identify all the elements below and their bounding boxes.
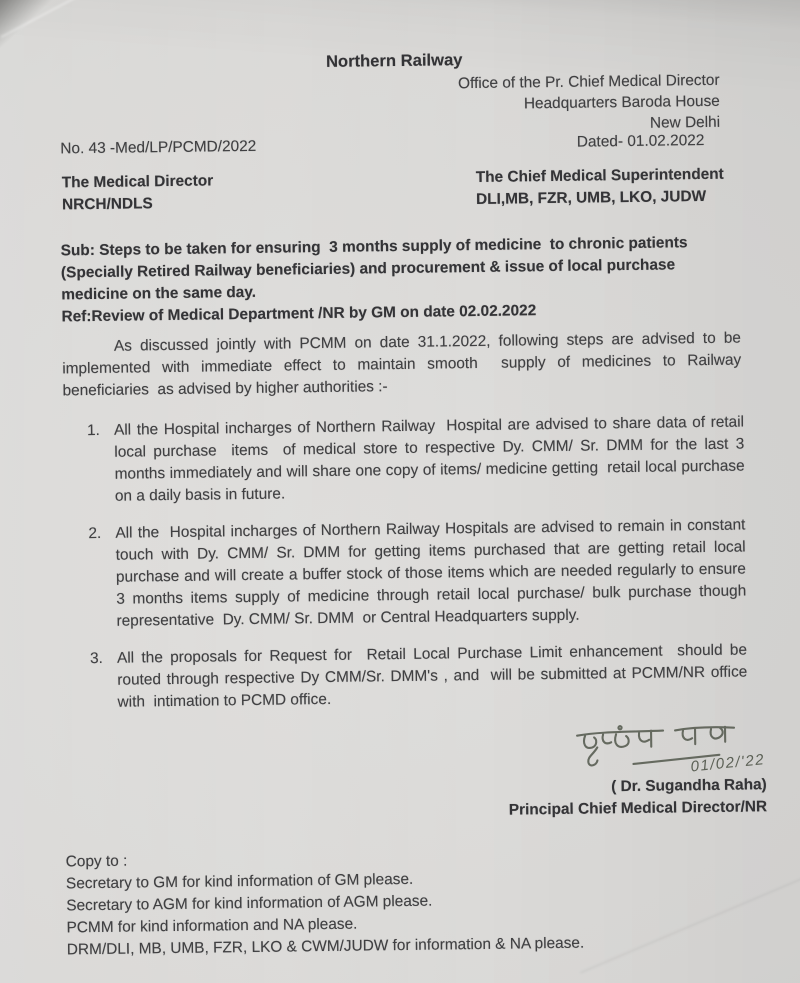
item-number: 3. xyxy=(89,649,104,668)
item-text: All the Hospital incharges of Northern Railway Hospitals are advised to remain in constant touch with Dy. CMM/ Sr. DMM for getting items purchased that are getting retail local purchase and will create a buffer stock of those items which are needed regularly to ensure 3 months items supply of medicine through retail local purchase/ bulk purchase though representative Dy. CMM/ Sr. DMM or Central Headquarters supply. xyxy=(115,516,755,630)
handwritten-signature xyxy=(556,720,772,777)
copy-to-line: DRM/DLI, MB, UMB, FZR, LKO & CWM/JUDW for information & NA please. xyxy=(66,934,585,959)
addressee-location: NRCH/NDLS xyxy=(61,195,153,214)
subject-line: Sub: Steps to be taken for ensuring 3 months supply of medicine to chronic patients (Specially Retired Railway beneficiaries) and procurement & issue of local purchase medicine on the same day. xyxy=(60,234,692,304)
item-number: 2. xyxy=(88,524,102,543)
organization-title: Northern Railway xyxy=(325,50,463,71)
addressee-title: The Chief Medical Superintendent xyxy=(475,165,724,186)
copy-to-line: PCMM for kind information and NA please. xyxy=(66,915,358,937)
copy-to-line: Secretary to AGM for kind information of AGM please. xyxy=(66,892,433,915)
reference-line: Ref:Review of Medical Department /NR by GM on date 02.02.2022 xyxy=(61,302,537,326)
copy-to-heading: Copy to : xyxy=(65,852,128,871)
copy-to-section xyxy=(5,842,800,962)
item-text: All the Hospital incharges of Northern Railway Hospital are advised to share data of retail local purchase items of medical store to respective Dy. CMM/ Sr. DMM for the last 3 months immediately and will share one copy of items/ medicine getting retail local purchase on a daily basis in future. xyxy=(113,413,749,505)
signature-block xyxy=(3,720,800,828)
addressee-title: The Medical Director xyxy=(61,172,214,192)
copy-to-line: Secretary to GM for kind information of GM please. xyxy=(65,870,414,893)
list-item xyxy=(88,514,755,633)
office-address-line: New Delhi xyxy=(649,113,721,132)
item-text: All the proposals for Request for Retail Local Purchase Limit enhancement should be routed through respective Dy CMM/Sr. DMM's , and will be submitted at PCMM/NR office with intimation to PCMD office. xyxy=(116,641,752,711)
signatory-designation: Principal Chief Medical Director/NR xyxy=(508,798,768,819)
list-item xyxy=(89,639,752,714)
letter-date: Dated- 01.02.2022 xyxy=(576,131,705,151)
office-address-line: Office of the Pr. Chief Medical Director xyxy=(457,71,720,93)
item-number: 1. xyxy=(86,421,101,440)
letter-number: No. 43 -Med/LP/PCMD/2022 xyxy=(60,137,257,158)
signatory-name: ( Dr. Sugandha Raha) xyxy=(611,776,767,796)
list-item xyxy=(86,411,749,508)
numbered-list xyxy=(0,411,800,715)
office-address-line: Headquarters Baroda House xyxy=(523,92,720,113)
addressee-locations: DLI,MB, FZR, UMB, LKO, JUDW xyxy=(475,187,707,208)
addressees xyxy=(0,163,796,217)
intro-paragraph: As discussed jointly with PCMM on date 31.1.2022, following steps are advised to be implemented with immediate effect to maintain smooth supply of medicines to Railway beneficiaries as advised by higher authorities :- xyxy=(62,329,746,400)
signature-date-handwritten: 01/02/'22 xyxy=(690,751,767,776)
addressee-right xyxy=(476,164,725,211)
